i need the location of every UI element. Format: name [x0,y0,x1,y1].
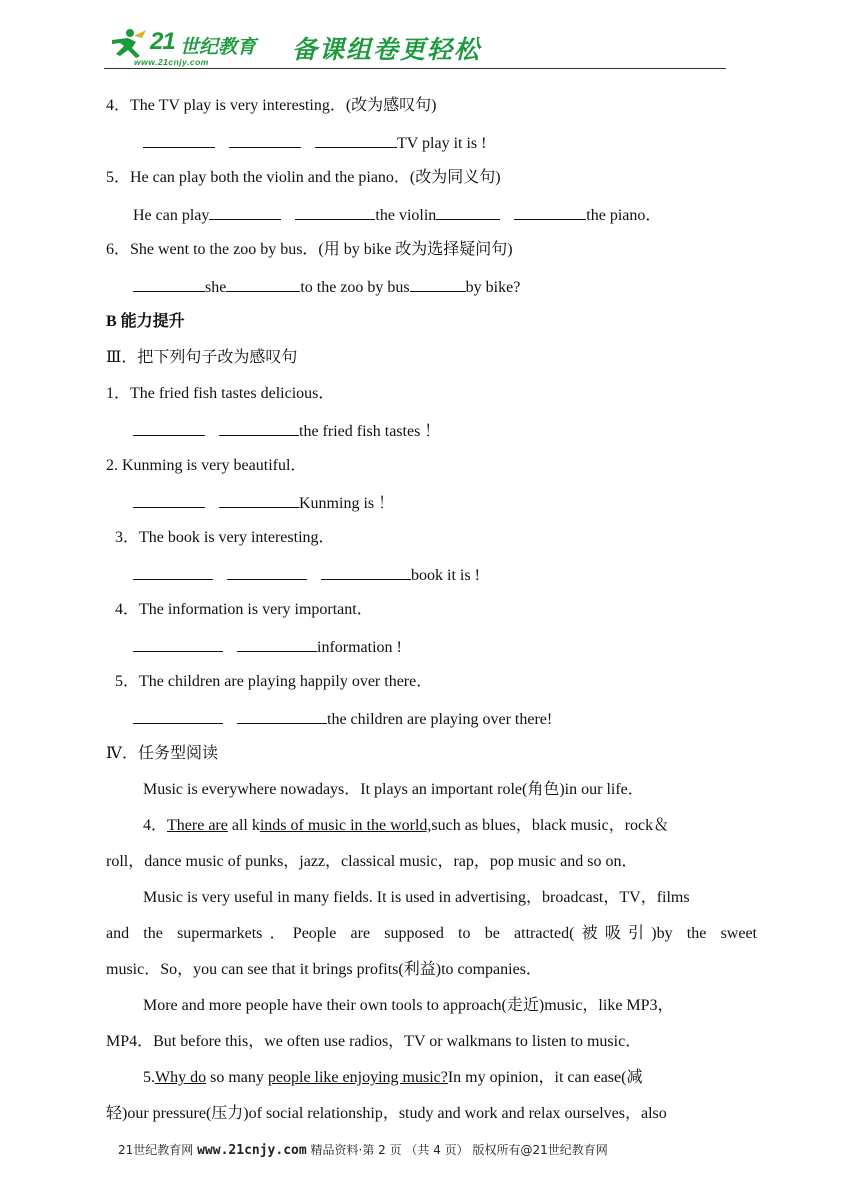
answer-blank[interactable] [237,636,317,652]
logo [104,26,284,70]
exercise-2-answer [133,492,394,514]
answer-blank[interactable] [295,204,375,220]
header-divider [104,68,726,69]
answer-text: the fried fish tastes ！ [299,423,441,440]
answer-blank[interactable] [219,492,299,508]
logo-number: 21 [150,28,175,55]
footer-brand: 21世纪教育网 [118,1143,194,1157]
question-4-answer [143,132,486,154]
answer-blank[interactable] [514,204,586,220]
question-4-prompt: 4．The TV play is very interesting．(改为感叹句) [106,97,437,114]
answer-blank[interactable] [209,204,281,220]
answer-blank[interactable] [133,564,213,580]
reading-paragraph-3-line-2: and the supermarkets．People are supposed to be attracted(被吸引)by the sweet [106,925,757,942]
question-6-prompt: 6．She went to the zoo by bus．(用 by bike 改为选择疑问句) [106,241,513,258]
reading-paragraph-2-line-1 [143,816,669,836]
answer-text: book it is ! [411,567,480,584]
answer-blank[interactable] [133,492,205,508]
footer-info: 精品资料·第 2 页 （共 4 页） 版权所有@21世纪教育网 [310,1143,608,1157]
answer-blank[interactable] [410,276,466,292]
answer-blank[interactable] [133,276,205,292]
reading-text: such as blues，black music，rock＆ [431,817,670,834]
reading-text: so many [206,1069,268,1086]
question-5-prompt: 5．He can play both the violin and the piano．(改为同义句) [106,169,501,186]
runner-logo-icon [106,28,148,60]
exercise-1-answer [133,420,440,442]
exercise-3-answer [133,564,480,586]
answer-text: by bike? [465,279,521,296]
reading-paragraph-5-line-2: 轻)our pressure(压力)of social relationship，study and work and relax ourselves，also [106,1105,667,1122]
underlined-phrase: inds of music in the world, [259,817,432,834]
exercise-3-prompt: 3．The book is very interesting． [115,529,335,546]
reading-text: In my opinion，it can ease(减 [447,1069,643,1086]
exercise-1-prompt: 1．The fried fish tastes delicious． [106,385,335,402]
reading-paragraph-2-line-2: roll，dance music of punks，jazz，classical music，rap，pop music and so on． [106,853,638,870]
answer-blank[interactable] [133,636,223,652]
answer-blank[interactable] [133,420,205,436]
exercise-5-prompt: 5．The children are playing happily over there． [115,673,433,690]
answer-blank[interactable] [226,276,300,292]
answer-text: the piano． [586,207,662,224]
footer-site-link[interactable]: www.21cnjy.com [197,1143,307,1158]
answer-blank[interactable] [133,708,223,724]
part-4-title: Ⅳ．任务型阅读 [106,745,218,762]
sentence-number: 4． [143,817,168,834]
exercise-5-answer [133,708,552,730]
page-header [104,26,726,72]
underlined-phrase: people like enjoying music? [267,1069,448,1086]
exercise-4-prompt: 4．The information is very important． [115,601,373,618]
reading-paragraph-4-line-1: More and more people have their own tools to approach(走近)music，like MP3， [143,997,674,1014]
answer-text: TV play it is ! [397,135,487,152]
answer-blank[interactable] [436,204,500,220]
answer-text: the children are playing over there! [327,711,553,728]
reading-paragraph-5-line-1 [143,1068,642,1088]
reading-text: all k [227,817,260,834]
header-slogan: 备课组卷更轻松 [292,35,482,64]
page-footer [118,1141,608,1158]
answer-blank[interactable] [229,132,301,148]
exercise-4-answer [133,636,402,658]
underlined-phrase: Why do [155,1069,207,1086]
question-6-answer [133,276,520,298]
underlined-phrase: There are [167,817,228,834]
answer-blank[interactable] [143,132,215,148]
answer-blank[interactable] [315,132,397,148]
reading-paragraph-4-line-2: MP4．But before this，we often use radios，TV or walkmans to listen to music． [106,1033,642,1050]
section-b-title: B 能力提升 [106,313,185,330]
answer-blank[interactable] [227,564,307,580]
logo-url: www.21cnjy.com [134,57,209,67]
answer-text: Kunming is ！ [299,495,395,512]
answer-text: she [205,279,227,296]
reading-paragraph-1: Music is everywhere nowadays．It plays an important role(角色)in our life． [143,781,644,798]
reading-paragraph-3-line-1: Music is very useful in many fields. It is used in advertising，broadcast，TV，films [143,889,690,906]
answer-text: He can play [133,207,210,224]
answer-text: to the zoo by bus [300,279,410,296]
reading-paragraph-3-line-3: music．So，you can see that it brings profits(利益)to companies． [106,961,542,978]
answer-text: information ! [317,639,402,656]
question-5-answer [133,204,661,226]
answer-blank[interactable] [219,420,299,436]
part-3-title: Ⅲ．把下列句子改为感叹句 [106,349,298,366]
exercise-2-prompt: 2. Kunming is very beautiful． [106,457,307,474]
answer-blank[interactable] [237,708,327,724]
sentence-number: 5. [143,1069,155,1086]
logo-text: 世纪教育 [180,36,257,58]
answer-blank[interactable] [321,564,411,580]
answer-text: the violin [375,207,437,224]
